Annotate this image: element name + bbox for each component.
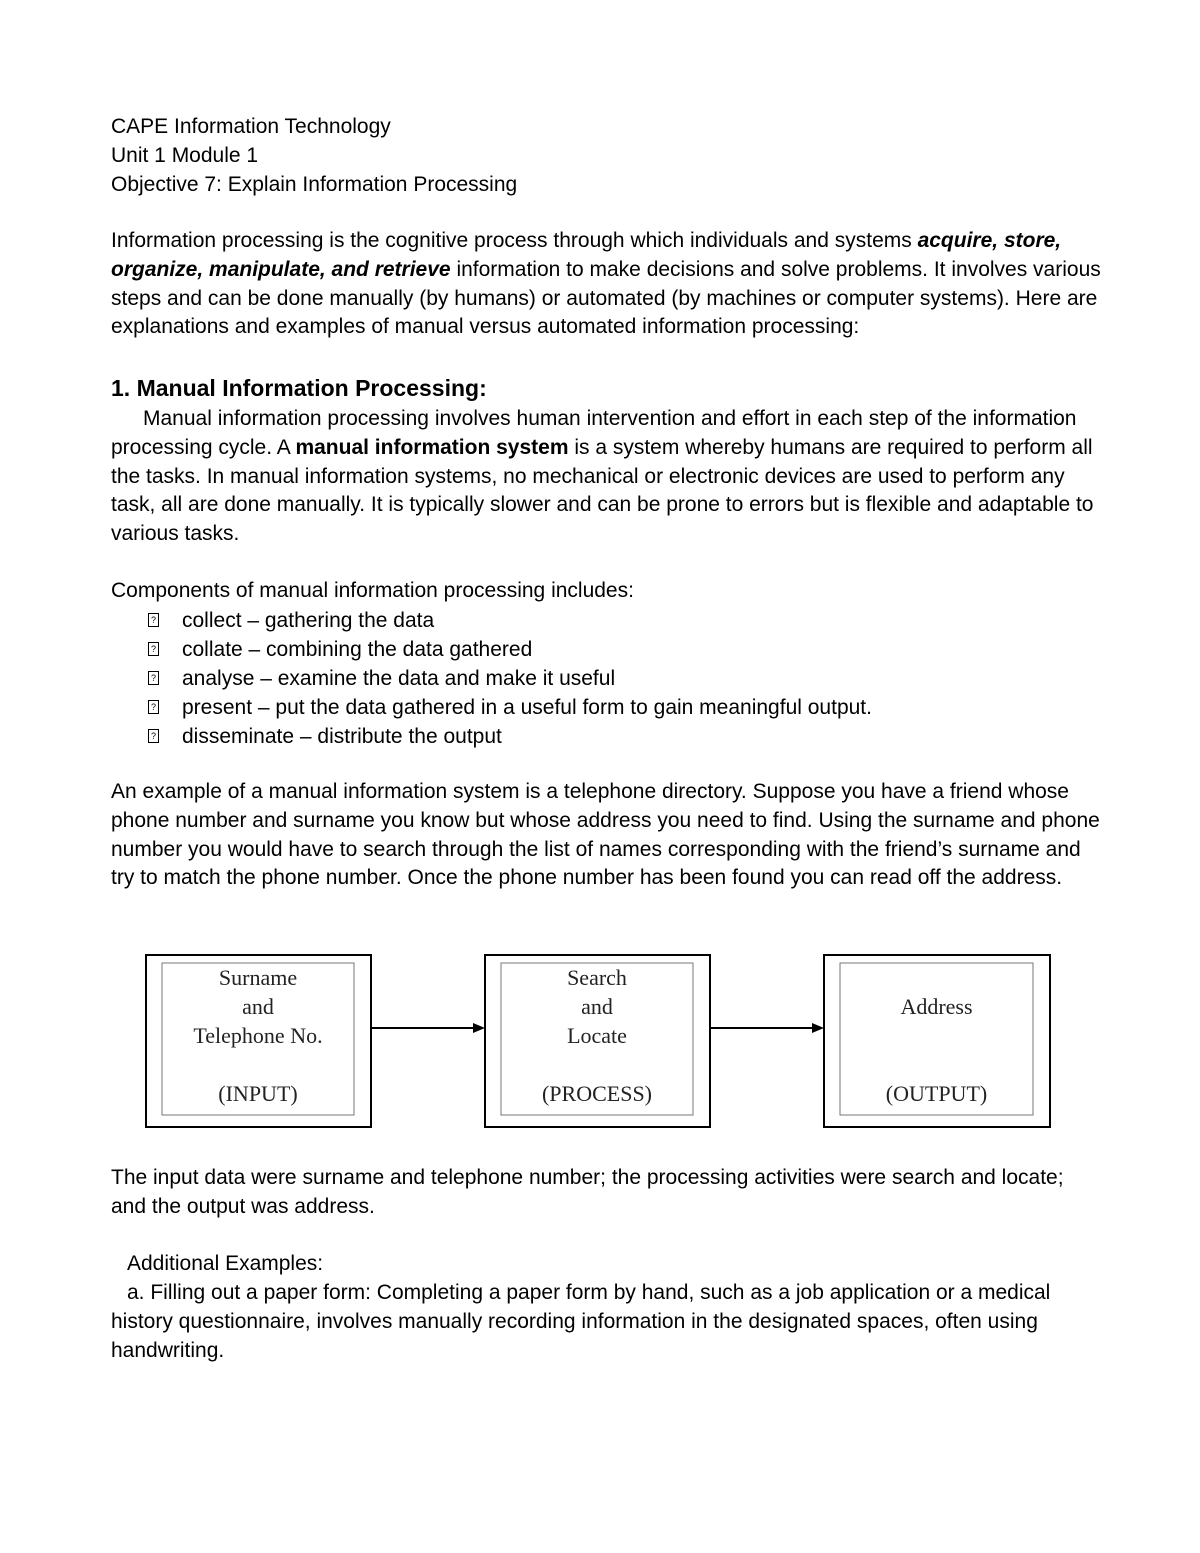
list-item <box>111 635 872 664</box>
input-line-3: Telephone No. <box>193 1023 323 1048</box>
bullet-icon: ? <box>148 729 159 743</box>
output-line-1 <box>840 963 1033 992</box>
intro-text-end: information to make decisions and solve problems. It involves various steps and can be done manually (by humans) or automated (by machines or computer systems). Here are explanations and examples of manual versus automated information processing: <box>111 257 1101 339</box>
input-line-1: Surname <box>218 965 298 990</box>
process-stage: (PROCESS) <box>541 1081 653 1106</box>
list-item-text: collect – gathering the data <box>182 609 435 632</box>
intro-paragraph <box>111 227 1101 342</box>
bullet-icon: ? <box>148 700 159 714</box>
input-box-label <box>162 963 354 1108</box>
list-item <box>111 606 872 635</box>
components-list <box>111 606 872 751</box>
course-title: CAPE Information Technology <box>111 115 391 138</box>
list-item <box>111 664 872 693</box>
document-header <box>111 112 517 199</box>
list-item-text: disseminate – distribute the output <box>182 725 502 748</box>
manual-text-start: Manual information processing involves human intervention and effort in each step of the information processing cycle. A <box>111 407 1077 459</box>
manual-term: manual information system <box>295 435 569 459</box>
list-item-text: present – put the data gathered in a useful form to gain meaningful output. <box>182 696 872 719</box>
additional-example-a <box>111 1279 1101 1365</box>
bullet-icon: ? <box>148 642 159 656</box>
additional-examples-title: Additional Examples: <box>127 1252 324 1275</box>
list-item <box>111 722 872 751</box>
arrow-process-to-output <box>710 1023 824 1033</box>
list-item-text: collate – combining the data gathered <box>182 638 533 661</box>
process-box-label <box>501 963 693 1108</box>
output-line-3 <box>840 1021 1033 1050</box>
process-line-1: Search <box>567 965 627 990</box>
outcome-paragraph: The input data were surname and telephone number; the processing activities were search and locate; and the output was address. <box>111 1166 1064 1218</box>
input-line-2: and <box>242 994 274 1019</box>
output-stage: (OUTPUT) <box>885 1081 988 1106</box>
list-item <box>111 693 872 722</box>
section-heading: 1. Manual Information Processing: <box>111 375 487 401</box>
arrow-input-to-process <box>371 1023 485 1033</box>
example-paragraph: An example of a manual information system is a telephone directory. Suppose you have a friend whose phone number and surname you know but whose address you need to find. Using the surname and phone number you would have to search through the list of names corresponding with the friend’s surname and try to match the phone number. Once the phone number has been found you can read off the address. <box>111 780 1100 890</box>
manual-paragraph <box>111 405 1101 549</box>
bullet-icon: ? <box>148 613 159 627</box>
objective-title: Objective 7: Explain Information Processing <box>111 173 518 196</box>
output-line-2: Address <box>900 994 973 1019</box>
output-box-label <box>840 963 1033 1108</box>
unit-module: Unit 1 Module 1 <box>111 144 259 167</box>
intro-emphasis: acquire, store, organize, manipulate, and retrieve <box>111 229 1062 281</box>
components-title: Components of manual information processing includes: <box>111 579 634 602</box>
process-line-2: and <box>581 994 613 1019</box>
process-line-3: Locate <box>567 1023 627 1048</box>
intro-text-start: Information processing is the cognitive process through which individuals and systems <box>111 229 918 252</box>
manual-text-end: is a system whereby humans are required to perform all the tasks. In manual information systems, no mechanical or electronic devices are used to perform any task, all are done manually. It is typically slower and can be prone to errors but is flexible and adaptable to various tasks. <box>111 435 1094 546</box>
input-stage: (INPUT) <box>218 1081 298 1106</box>
bullet-icon: ? <box>148 671 159 685</box>
list-item-text: analyse – examine the data and make it useful <box>182 667 616 690</box>
additional-example-a-text: a. Filling out a paper form: Completing a paper form by hand, such as a job application or a medical history questionnaire, involves manually recording information in the designated spaces, often using handwriting. <box>111 1281 1051 1362</box>
